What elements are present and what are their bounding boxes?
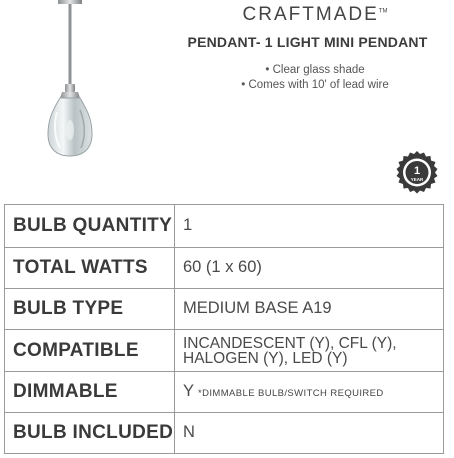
spec-label: BULB INCLUDED [5, 413, 175, 454]
product-title: PENDANT- 1 LIGHT MINI PENDANT [187, 34, 428, 50]
spec-label: COMPATIBLE [5, 330, 175, 372]
spec-row-total-watts [5, 248, 444, 289]
spec-label: TOTAL WATTS [5, 248, 175, 289]
spec-value: N [175, 413, 444, 454]
brand-logo [225, 4, 405, 26]
spec-label: BULB QUANTITY [5, 205, 175, 248]
spec-value: Y *DIMMABLE BULB/SWITCH REQUIRED [175, 372, 444, 413]
dimmable-note: *DIMMABLE BULB/SWITCH REQUIRED [198, 388, 384, 399]
spec-row-compatible [5, 330, 444, 372]
spec-row-bulb-quantity [5, 205, 444, 248]
badge-text: YEAR [410, 177, 424, 182]
spec-value: 60 (1 x 60) [175, 248, 444, 289]
spec-row-bulb-included [5, 413, 444, 454]
spec-value: INCANDESCENT (Y), CFL (Y), HALOGEN (Y), LED (Y) [175, 330, 444, 372]
spec-label: BULB TYPE [5, 289, 175, 330]
feature-item: • Comes with 10' of lead wire [241, 79, 389, 91]
feature-list [220, 63, 410, 93]
brand-name: CRAFTMADE [242, 4, 379, 25]
badge-number: 1 [413, 165, 421, 177]
spec-row-dimmable [5, 372, 444, 413]
spec-row-bulb-type [5, 289, 444, 330]
trademark-mark: TM [378, 8, 388, 15]
spec-value: MEDIUM BASE A19 [175, 289, 444, 330]
feature-item: • Clear glass shade [265, 64, 365, 76]
spec-table [4, 204, 444, 454]
pendant-light-image [40, 0, 100, 160]
spec-label: DIMMABLE [5, 372, 175, 413]
warranty-badge-icon [395, 150, 439, 194]
spec-value: 1 [175, 205, 444, 248]
